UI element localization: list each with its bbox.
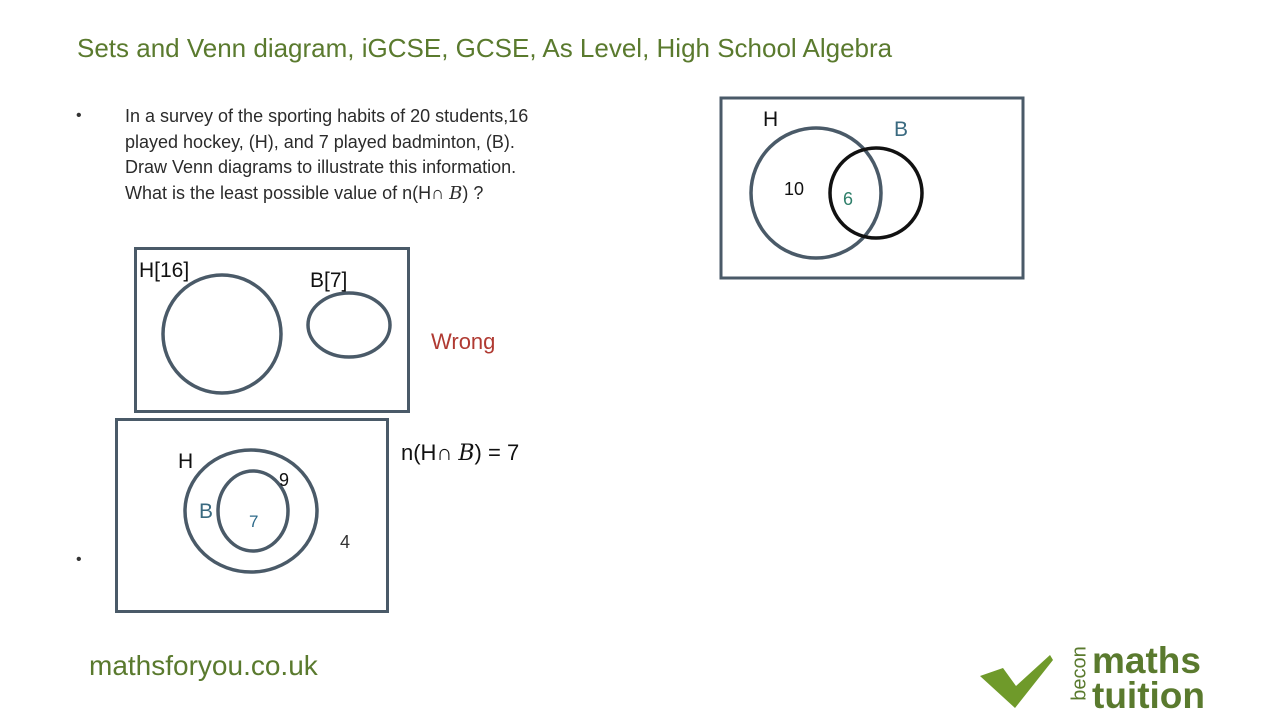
logo-tuition-text: tuition (1092, 675, 1206, 716)
question-variable-b: B (449, 182, 463, 204)
venn-subset-label-h: H (178, 450, 194, 473)
equation-variable-b: B (458, 441, 475, 466)
venn-subset-value-h-only: 9 (279, 470, 290, 490)
bullet-marker-empty: • (76, 551, 82, 568)
venn-subset-b-circle (218, 471, 288, 551)
venn-overlap-h-circle (751, 128, 881, 258)
venn-separate-label-h: H[16] (139, 259, 190, 282)
question-line-4-post: ) ? (462, 182, 484, 203)
question-line-3: Draw Venn diagrams to illustrate this information. (125, 157, 517, 177)
question-line-4-pre: What is the least possible value of n(H∩ (125, 182, 450, 203)
verdict-wrong: Wrong (431, 329, 496, 354)
intersection-equation (401, 440, 519, 466)
equation-pre: n(H∩ (401, 440, 459, 465)
venn-separate-label-b: B[7] (310, 269, 348, 292)
equation-post: ) = 7 (474, 440, 520, 465)
venn-subset-value-intersection: 7 (249, 512, 259, 531)
venn-separate-h-circle (163, 275, 281, 393)
venn-subset-label-b: B (199, 500, 214, 523)
page-title: Sets and Venn diagram, iGCSE, GCSE, As Level, High School Algebra (77, 33, 893, 63)
question-line-1: In a survey of the sporting habits of 20 students,16 (125, 106, 529, 126)
venn-overlap-label-h: H (763, 108, 779, 131)
venn-overlap-value-h-only: 10 (784, 179, 805, 199)
venn-separate-b-circle (308, 293, 390, 357)
checkmark-icon (980, 655, 1053, 708)
logo-becon-text: becon (1068, 646, 1091, 701)
website-footer: mathsforyou.co.uk (89, 650, 318, 681)
venn-overlap-label-b: B (894, 118, 909, 141)
logo-maths-text: maths (1092, 640, 1201, 681)
venn-subset-value-outside: 4 (340, 532, 351, 552)
venn-overlap-value-intersection: 6 (843, 189, 854, 209)
bullet-marker: • (76, 107, 82, 124)
question-line-2: played hockey, (H), and 7 played badminton, (B). (125, 131, 515, 152)
